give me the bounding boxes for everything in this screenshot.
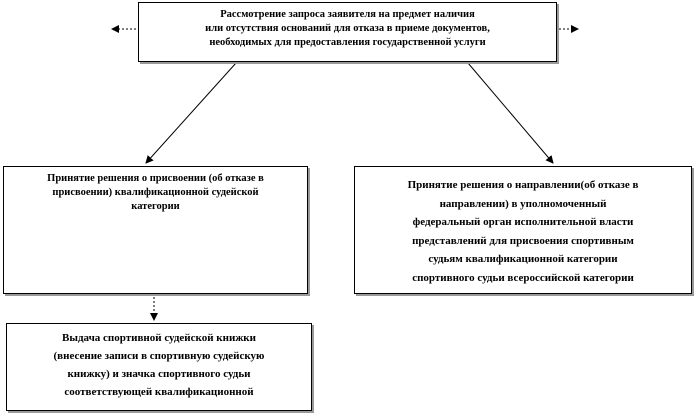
- box-text-line: книжку) и значка спортивного судьи: [67, 368, 251, 380]
- box-text-line: присвоении) квалификационной судейской: [52, 187, 259, 198]
- step-refer-to-federal-body-box: [354, 166, 692, 294]
- box-text-line: соответствующей квалификационной: [64, 386, 254, 398]
- box-text-line: Принятие решения о направлении(об отказе в: [407, 179, 639, 191]
- step-issue-referee-book-box: [6, 323, 312, 411]
- box-text-line: представлений для присвоения спортивным: [412, 234, 634, 247]
- box-text-line: судьям квалификационной категории: [428, 253, 618, 265]
- box-text-line: направлении) в уполномоченный: [439, 197, 607, 210]
- box-text-line: Рассмотрение запроса заявителя на предмет наличия: [220, 9, 475, 20]
- box-text-line: спортивного судьи всероссийской категории: [412, 271, 634, 284]
- step-assign-category-box: [3, 166, 308, 294]
- box-text-line: федеральный орган исполнительной власти: [412, 216, 634, 228]
- box-text-line: категории: [131, 201, 180, 212]
- arrow-top-to-right: [468, 63, 553, 163]
- arrow-top-to-left: [146, 63, 236, 163]
- box-text-line: (внесение записи в спортивную судейскую: [53, 350, 265, 362]
- step-review-request-box: [138, 2, 557, 62]
- box-text-line: или отсутствия оснований для отказа в приеме документов,: [205, 23, 490, 34]
- box-text-line: необходимых для предоставления государственной услуги: [209, 37, 486, 48]
- box-text-line: Принятие решения о присвоении (об отказе в: [47, 173, 264, 184]
- box-text-line: Выдача спортивной судейской книжки: [62, 332, 256, 344]
